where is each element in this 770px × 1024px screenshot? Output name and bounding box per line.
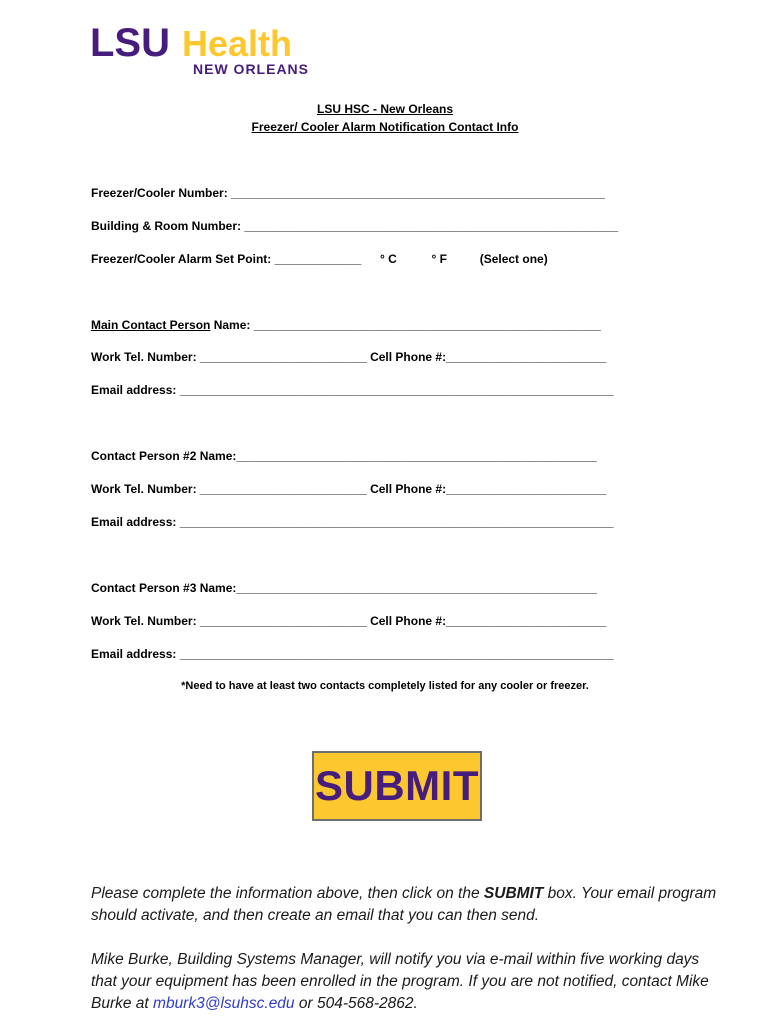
unit-fahrenheit-option[interactable]: ° F — [431, 252, 448, 266]
p1-text-a: Please complete the information above, then click on the — [91, 885, 484, 902]
form-title — [0, 100, 770, 136]
freezer-number-field[interactable]: Freezer/Cooler Number: ________________________________________________________ — [91, 186, 605, 200]
logo-lsu-text: LSU — [90, 21, 170, 65]
main-contact-email-field[interactable]: Email address: _________________________________________________________________ — [91, 383, 614, 397]
main-contact-tel-field[interactable]: Work Tel. Number: _________________________ Cell Phone #:________________________ — [91, 350, 607, 364]
main-contact-label: Main Contact Person — [91, 318, 211, 332]
submit-label: SUBMIT — [315, 762, 479, 809]
contact3-tel-field[interactable]: Work Tel. Number: _________________________ Cell Phone #:________________________ — [91, 614, 607, 628]
p1-text-b: box. Your email program should activate, and then create an email that you can then send. — [91, 885, 717, 924]
set-point-field[interactable]: Freezer/Cooler Alarm Set Point: _____________ — [91, 252, 362, 266]
contact2-email-field[interactable]: Email address: _________________________________________________________________ — [91, 515, 614, 529]
building-room-field[interactable]: Building & Room Number: ________________________________________________________ — [91, 219, 619, 233]
logo-new-orleans-text: NEW ORLEANS — [193, 61, 309, 76]
select-one-hint: (Select one) — [479, 252, 548, 266]
contact3-email-field[interactable]: Email address: _________________________________________________________________ — [91, 647, 614, 661]
p2-text-b: or 504-568-2862. — [294, 995, 418, 1012]
logo-health-text: Health — [182, 23, 293, 64]
p2-text-a: Mike Burke, Building Systems Manager, will notify you via e-mail within five working days that your equipment has been enrolled in the program. If you are not notified, contact Mike Burke at — [91, 951, 709, 1012]
main-contact-name-field[interactable] — [91, 318, 601, 332]
set-point-row — [91, 252, 548, 266]
contact2-name-field[interactable]: Contact Person #2 Name:______________________________________________________ — [91, 449, 597, 463]
email-link[interactable]: mburk3@lsuhsc.edu — [153, 995, 295, 1012]
contact2-tel-field[interactable]: Work Tel. Number: _________________________ Cell Phone #:________________________ — [91, 482, 607, 496]
title-line-2: Freezer/ Cooler Alarm Notification Contact Info — [251, 120, 519, 134]
lsu-health-logo — [90, 20, 312, 76]
unit-celsius-option[interactable]: ° C — [380, 252, 397, 266]
instructions-paragraph-2 — [91, 949, 721, 1015]
p1-submit-word: SUBMIT — [483, 885, 544, 902]
submit-button[interactable] — [312, 751, 482, 821]
contacts-requirement-note: *Need to have at least two contacts completely listed for any cooler or freezer. — [181, 680, 589, 692]
logo-graphic — [90, 20, 312, 76]
instructions-paragraph-1 — [91, 883, 721, 927]
main-contact-name-blank: Name: ____________________________________________________ — [210, 318, 601, 332]
contact3-name-field[interactable]: Contact Person #3 Name:______________________________________________________ — [91, 581, 597, 595]
title-line-1: LSU HSC - New Orleans — [316, 102, 454, 116]
